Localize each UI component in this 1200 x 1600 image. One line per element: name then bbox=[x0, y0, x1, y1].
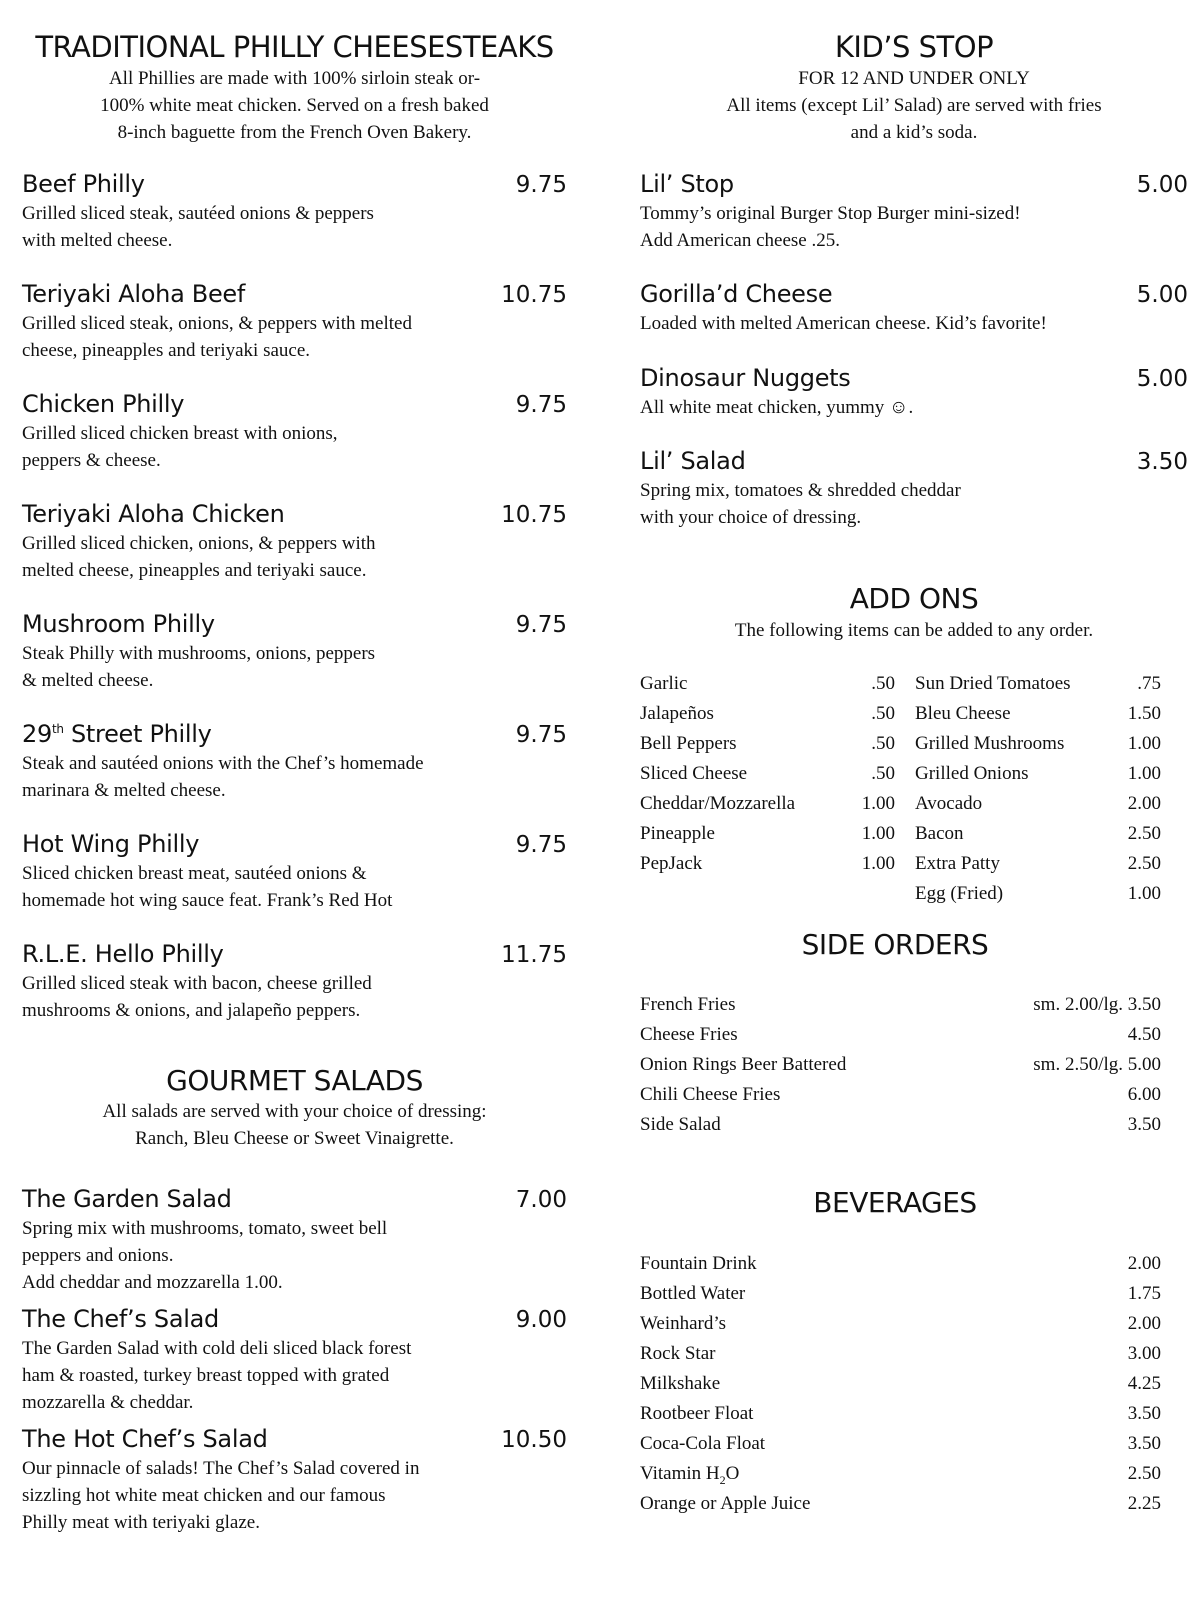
list-item bbox=[640, 1080, 1161, 1110]
side-name: Chili Cheese Fries bbox=[640, 1084, 781, 1105]
addon-price: 2.50 bbox=[1127, 823, 1161, 844]
item-price: 9.75 bbox=[515, 722, 567, 748]
item-name: Teriyaki Aloha Beef bbox=[22, 280, 246, 308]
item-price: 9.75 bbox=[515, 832, 567, 858]
item-price: 9.75 bbox=[515, 172, 567, 198]
addon-price: .50 bbox=[871, 763, 895, 784]
item-name: Gorilla’d Cheese bbox=[640, 280, 833, 308]
list-item bbox=[640, 699, 895, 729]
addon-price: .50 bbox=[871, 733, 895, 754]
menu-item bbox=[640, 447, 1188, 531]
addon-name: PepJack bbox=[640, 853, 703, 874]
salads-intro-line: All salads are served with your choice of dressing: bbox=[102, 1101, 487, 1122]
side-name: Side Salad bbox=[640, 1114, 721, 1135]
list-item bbox=[640, 1020, 1161, 1050]
item-description: Tommy’s original Burger Stop Burger mini-sized! Add American cheese .25. bbox=[640, 203, 1021, 251]
item-name: Lil’ Salad bbox=[640, 447, 746, 475]
beverage-name: Bottled Water bbox=[640, 1283, 746, 1304]
beverages-list bbox=[640, 1249, 1161, 1519]
item-description: Spring mix, tomatoes & shredded cheddar with your choice of dressing. bbox=[640, 480, 961, 528]
item-name: Beef Philly bbox=[22, 170, 145, 198]
beverage-price: 2.00 bbox=[1127, 1313, 1161, 1334]
philly-intro-line: 100% white meat chicken. Served on a fresh baked bbox=[100, 95, 489, 116]
beverage-price: 3.50 bbox=[1127, 1403, 1161, 1424]
kids-section-title: KID’S STOP bbox=[834, 30, 994, 64]
beverage-price: 2.50 bbox=[1127, 1463, 1161, 1484]
list-item bbox=[915, 789, 1161, 819]
item-description: Grilled sliced chicken, onions, & peppers with melted cheese, pineapples and teriyaki sauce. bbox=[22, 533, 376, 581]
list-item bbox=[640, 1050, 1161, 1080]
item-price: 10.75 bbox=[501, 502, 567, 528]
list-item bbox=[640, 729, 895, 759]
beverage-price: 3.00 bbox=[1127, 1343, 1161, 1364]
beverage-name: Coca-Cola Float bbox=[640, 1433, 766, 1454]
list-item bbox=[640, 990, 1161, 1020]
list-item bbox=[640, 1309, 1161, 1339]
item-name: 29th Street Philly bbox=[22, 720, 212, 748]
side-price: sm. 2.50/lg. 5.00 bbox=[1033, 1054, 1161, 1075]
addon-name: Garlic bbox=[640, 673, 688, 694]
side-name: Cheese Fries bbox=[640, 1024, 738, 1045]
list-item bbox=[640, 849, 895, 879]
salads-section-title: GOURMET SALADS bbox=[166, 1064, 423, 1097]
kids-intro bbox=[640, 65, 1188, 146]
list-item bbox=[640, 789, 895, 819]
item-name: The Garden Salad bbox=[22, 1185, 232, 1213]
philly-intro-line: All Phillies are made with 100% sirloin steak or- bbox=[108, 68, 481, 89]
menu-item bbox=[22, 720, 567, 804]
beverage-name: Rock Star bbox=[640, 1343, 716, 1364]
addon-name: Bell Peppers bbox=[640, 733, 737, 754]
beverage-name: Fountain Drink bbox=[640, 1253, 757, 1274]
addon-name: Jalapeños bbox=[640, 703, 714, 724]
side-name: French Fries bbox=[640, 994, 736, 1015]
kids-intro-line: and a kid’s soda. bbox=[850, 122, 978, 143]
item-name: Lil’ Stop bbox=[640, 170, 734, 198]
item-description: Spring mix with mushrooms, tomato, sweet bell peppers and onions. Add cheddar and mozzarella 1.00. bbox=[22, 1218, 388, 1293]
beverage-price: 3.50 bbox=[1127, 1433, 1161, 1454]
list-item bbox=[915, 819, 1161, 849]
addon-name: Pineapple bbox=[640, 823, 715, 844]
list-item bbox=[640, 1249, 1161, 1279]
list-item bbox=[640, 1429, 1161, 1459]
item-description: Grilled sliced steak, sautéed onions & peppers with melted cheese. bbox=[22, 203, 374, 251]
menu-item bbox=[22, 1185, 567, 1296]
item-price: 9.75 bbox=[515, 392, 567, 418]
item-description: Sliced chicken breast meat, sautéed onions & homemade hot wing sauce feat. Frank’s Red Hot bbox=[22, 863, 393, 911]
addon-name: Grilled Mushrooms bbox=[915, 733, 1065, 754]
addon-price: 1.50 bbox=[1127, 703, 1161, 724]
addon-name: Bacon bbox=[915, 823, 964, 844]
sides-section-title: SIDE ORDERS bbox=[801, 928, 989, 961]
side-name: Onion Rings Beer Battered bbox=[640, 1054, 847, 1075]
addon-name: Grilled Onions bbox=[915, 763, 1029, 784]
menu-item bbox=[22, 280, 567, 364]
beverage-price: 2.25 bbox=[1127, 1493, 1161, 1514]
item-description: Grilled sliced chicken breast with onions, peppers & cheese. bbox=[22, 423, 338, 471]
menu-item bbox=[22, 830, 567, 914]
list-item bbox=[640, 759, 895, 789]
salads-intro bbox=[22, 1098, 567, 1152]
side-price: 4.50 bbox=[1127, 1024, 1161, 1045]
addon-price: 1.00 bbox=[861, 793, 895, 814]
item-price: 10.50 bbox=[501, 1427, 567, 1453]
menu-item bbox=[640, 364, 1188, 421]
philly-section-title: TRADITIONAL PHILLY CHEESESTEAKS bbox=[35, 30, 554, 64]
addon-price: 1.00 bbox=[1127, 733, 1161, 754]
addon-price: 1.00 bbox=[1127, 883, 1161, 904]
beverage-price: 4.25 bbox=[1127, 1373, 1161, 1394]
item-price: 5.00 bbox=[1136, 366, 1188, 392]
list-item bbox=[915, 699, 1161, 729]
item-price: 5.00 bbox=[1136, 172, 1188, 198]
menu-item bbox=[22, 940, 567, 1024]
item-name: Mushroom Philly bbox=[22, 610, 215, 638]
item-price: 7.00 bbox=[515, 1187, 567, 1213]
item-description: Loaded with melted American cheese. Kid’s favorite! bbox=[640, 313, 1047, 334]
list-item bbox=[640, 1369, 1161, 1399]
salads-intro-line: Ranch, Bleu Cheese or Sweet Vinaigrette. bbox=[135, 1128, 454, 1149]
side-price: 3.50 bbox=[1127, 1114, 1161, 1135]
addon-price: 2.50 bbox=[1127, 853, 1161, 874]
addon-price: 1.00 bbox=[861, 853, 895, 874]
list-item bbox=[640, 1339, 1161, 1369]
list-item bbox=[915, 669, 1161, 699]
beverage-name: Rootbeer Float bbox=[640, 1403, 754, 1424]
addon-price: 2.00 bbox=[1127, 793, 1161, 814]
list-item bbox=[640, 1279, 1161, 1309]
side-price: 6.00 bbox=[1127, 1084, 1161, 1105]
addon-price: 1.00 bbox=[1127, 763, 1161, 784]
list-item bbox=[640, 669, 895, 699]
addons-intro: The following items can be added to any order. bbox=[734, 620, 1094, 641]
item-name: The Hot Chef’s Salad bbox=[22, 1425, 268, 1453]
item-price: 11.75 bbox=[501, 942, 567, 968]
menu-item bbox=[22, 390, 567, 474]
item-description: Grilled sliced steak, onions, & peppers with melted cheese, pineapples and teriyaki sauce. bbox=[22, 313, 412, 361]
addon-price: .75 bbox=[1137, 673, 1161, 694]
item-price: 5.00 bbox=[1136, 282, 1188, 308]
side-price: sm. 2.00/lg. 3.50 bbox=[1033, 994, 1161, 1015]
beverage-name: Milkshake bbox=[640, 1373, 721, 1394]
item-price: 10.75 bbox=[501, 282, 567, 308]
addon-name: Avocado bbox=[915, 793, 983, 814]
addon-price: .50 bbox=[871, 703, 895, 724]
beverage-name: Vitamin $H_2O$ bbox=[640, 1463, 740, 1487]
addon-name: Cheddar/Mozzarella bbox=[640, 793, 796, 814]
kids-intro-line: FOR 12 AND UNDER ONLY bbox=[798, 68, 1030, 89]
list-item bbox=[640, 1399, 1161, 1429]
item-description: All white meat chicken, yummy ☺. bbox=[640, 397, 914, 418]
item-description: Steak Philly with mushrooms, onions, peppers & melted cheese. bbox=[22, 643, 376, 691]
item-price: 9.00 bbox=[515, 1307, 567, 1333]
sides-list bbox=[640, 990, 1161, 1140]
item-price: 9.75 bbox=[515, 612, 567, 638]
philly-intro-line: 8-inch baguette from the French Oven Bakery. bbox=[117, 122, 472, 143]
item-description: Steak and sautéed onions with the Chef’s homemade marinara & melted cheese. bbox=[22, 753, 424, 801]
addon-name: Egg (Fried) bbox=[915, 883, 1004, 904]
item-description: Grilled sliced steak with bacon, cheese grilled mushrooms & onions, and jalapeño peppers. bbox=[22, 973, 372, 1021]
addons-list-1 bbox=[640, 669, 895, 879]
beverage-name: Weinhard’s bbox=[640, 1313, 727, 1334]
item-name: Dinosaur Nuggets bbox=[640, 364, 851, 392]
addon-name: Bleu Cheese bbox=[915, 703, 1011, 724]
list-item bbox=[915, 759, 1161, 789]
beverage-name: Orange or Apple Juice bbox=[640, 1493, 811, 1514]
addon-price: 1.00 bbox=[861, 823, 895, 844]
list-item bbox=[640, 1489, 1161, 1519]
addons-section-title: ADD ONS bbox=[849, 582, 979, 615]
item-description: The Garden Salad with cold deli sliced black forest ham & roasted, turkey breast topped with grated mozzarella & cheddar. bbox=[22, 1338, 412, 1413]
list-item bbox=[915, 849, 1161, 879]
list-item bbox=[640, 819, 895, 849]
item-name: R.L.E. Hello Philly bbox=[22, 940, 224, 968]
kids-intro-line: All items (except Lil’ Salad) are served with fries bbox=[726, 95, 1102, 116]
list-item bbox=[640, 1459, 1161, 1489]
item-description: Our pinnacle of salads! The Chef’s Salad covered in sizzling hot white meat chicken and our famous Philly meat with teriyaki glaze. bbox=[22, 1458, 420, 1533]
addon-name: Sliced Cheese bbox=[640, 763, 748, 784]
beverage-price: 2.00 bbox=[1127, 1253, 1161, 1274]
item-name: Hot Wing Philly bbox=[22, 830, 200, 858]
menu-item bbox=[22, 170, 567, 254]
philly-intro bbox=[22, 65, 567, 146]
menu-item bbox=[640, 170, 1188, 254]
item-name: The Chef’s Salad bbox=[22, 1305, 219, 1333]
addon-name: Sun Dried Tomatoes bbox=[915, 673, 1071, 694]
item-price: 3.50 bbox=[1136, 449, 1188, 475]
menu-item bbox=[22, 1425, 567, 1536]
menu-item bbox=[22, 610, 567, 694]
beverages-section-title: BEVERAGES bbox=[813, 1186, 977, 1219]
beverage-price: 1.75 bbox=[1127, 1283, 1161, 1304]
item-name: Teriyaki Aloha Chicken bbox=[22, 500, 285, 528]
item-name: Chicken Philly bbox=[22, 390, 185, 418]
list-item bbox=[915, 879, 1161, 909]
menu-item bbox=[22, 500, 567, 584]
menu-item bbox=[22, 1305, 567, 1416]
addon-name: Extra Patty bbox=[915, 853, 1000, 874]
list-item bbox=[640, 1110, 1161, 1140]
addon-price: .50 bbox=[871, 673, 895, 694]
addons-list-2 bbox=[915, 669, 1161, 909]
menu-item bbox=[640, 280, 1188, 337]
list-item bbox=[915, 729, 1161, 759]
